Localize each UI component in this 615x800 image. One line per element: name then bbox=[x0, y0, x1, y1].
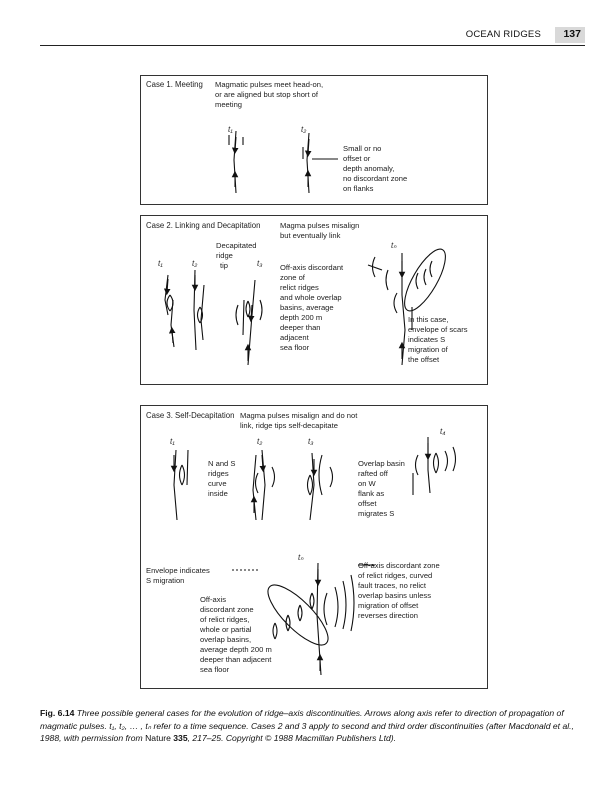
page-number: 137 bbox=[555, 27, 585, 43]
case3-offaxis-left-line: overlap basins, bbox=[200, 635, 252, 644]
caption-journal: Nature bbox=[145, 733, 171, 743]
case2-offaxis-line: Off-axis discordant bbox=[280, 263, 344, 272]
case3-ns-line: inside bbox=[208, 489, 228, 498]
case2-decap-line: ridge bbox=[216, 251, 233, 260]
case3-ns-line: ridges bbox=[208, 469, 229, 478]
case2-envelope-line: indicates S bbox=[408, 335, 446, 344]
case3-offaxis-left-line: of relict ridges, bbox=[200, 615, 250, 624]
case2-ridge-t2 bbox=[194, 270, 204, 350]
case2-offaxis-line: and whole overlap bbox=[280, 293, 342, 302]
case2-t3-label: t₃ bbox=[257, 259, 263, 268]
case3-ns-line: curve bbox=[208, 479, 227, 488]
case3-t1-label: t₁ bbox=[170, 437, 175, 446]
case3-offaxis-right-line: Off-axis discordant zone bbox=[358, 561, 440, 570]
case3-desc-line: Magma pulses misalign and do not bbox=[240, 411, 358, 420]
page-header bbox=[40, 27, 585, 46]
case1-title: Case 1. Meeting bbox=[146, 80, 203, 89]
running-title: OCEAN RIDGES bbox=[465, 29, 541, 40]
case1-desc-line: or are aligned but stop short of bbox=[215, 90, 319, 99]
case3-offaxis-right-line: reverses direction bbox=[358, 611, 418, 620]
case3-ridge-t4 bbox=[413, 437, 456, 495]
case2-t2-label: t₂ bbox=[192, 259, 198, 268]
case3-offaxis-right-line: migration of offset bbox=[358, 601, 419, 610]
figure-6-14 bbox=[140, 75, 488, 687]
caption-text: Three possible general cases for the evolution of ridge–axis discontinuities. Arrows along axis refer to direction of propagation of magmatic pulses. t₁, t₂, … , tₙ refer to a time sequence. Cases 2 and 3 apply to second and third order discontinuities (after Macdonald et al., 1988, with permission from bbox=[40, 708, 574, 743]
case1-t1-label: t₁ bbox=[228, 125, 233, 134]
case3-overlap-line: rafted off bbox=[358, 469, 388, 478]
case2-ridge-t1 bbox=[165, 275, 174, 347]
case3-desc-line: link, ridge tips self-decapitate bbox=[240, 421, 338, 430]
case2-ridge-t3 bbox=[236, 280, 262, 365]
case2-decap-line: Decapitated bbox=[216, 241, 257, 250]
case3-offaxis-right-line: fault traces, no relict bbox=[358, 581, 426, 590]
case3-ridge-t3 bbox=[308, 453, 333, 520]
case2-envelope-line: envelope of scars bbox=[408, 325, 468, 334]
case3-overlap-line: offset bbox=[358, 499, 377, 508]
case3-ridge-t2 bbox=[253, 450, 275, 520]
caption-text-end: , 217–25. Copyright © 1988 Macmillan Publishers Ltd). bbox=[187, 733, 397, 743]
case3-overlap-line: flank as bbox=[358, 489, 385, 498]
case2-offaxis-line: adjacent bbox=[280, 333, 309, 342]
case2-title: Case 2. Linking and Decapitation bbox=[146, 221, 261, 230]
case3-offaxis-right-line: overlap basins unless bbox=[358, 591, 432, 600]
case3-envelope-line: S migration bbox=[146, 576, 185, 585]
case1-ridge-t2 bbox=[303, 133, 338, 193]
case1-desc-line: Magmatic pulses meet head-on, bbox=[215, 80, 324, 89]
case2-tn-label: tₙ bbox=[391, 241, 397, 250]
case3-offaxis-left-line: whole or partial bbox=[200, 625, 252, 634]
case3-t2-label: t₂ bbox=[257, 437, 263, 446]
case2-envelope-line: the offset bbox=[408, 355, 440, 364]
case3-t3-label: t₃ bbox=[308, 437, 314, 446]
case2-desc-line: but eventually link bbox=[280, 231, 341, 240]
case1-note-line: depth anomaly, bbox=[343, 164, 395, 173]
case3-offaxis-left-line: Off-axis bbox=[200, 595, 227, 604]
case3-overlap-line: Overlap basin bbox=[358, 459, 405, 468]
case3-ns-line: N and S bbox=[208, 459, 236, 468]
case3-overlap-line: on W bbox=[358, 479, 376, 488]
case2-offaxis-line: relict ridges bbox=[280, 283, 319, 292]
case2-envelope-line: migration of bbox=[408, 345, 448, 354]
case2-decap-line: tip bbox=[220, 261, 229, 270]
case1-note-line: no discordant zone bbox=[343, 174, 408, 183]
case3-ridge-t1 bbox=[174, 450, 188, 520]
case3-tn-label: tₙ bbox=[298, 553, 304, 562]
case3-offaxis-left-line: average depth 200 m bbox=[200, 645, 272, 654]
case1-ridge-t1 bbox=[229, 131, 243, 193]
case1-t2-label: t₂ bbox=[301, 125, 307, 134]
case3-envelope-line: Envelope indicates bbox=[146, 566, 210, 575]
figure-caption bbox=[40, 707, 585, 745]
figure-drawings bbox=[140, 75, 488, 687]
case2-offaxis-line: depth 200 m bbox=[280, 313, 323, 322]
case1-desc-line: meeting bbox=[215, 100, 243, 109]
case2-offaxis-line: sea floor bbox=[280, 343, 310, 352]
case3-title: Case 3. Self-Decapitation bbox=[146, 411, 235, 420]
case3-offaxis-left-line: sea floor bbox=[200, 665, 230, 674]
case2-t1-label: t₁ bbox=[158, 259, 163, 268]
case3-t4-label: t₄ bbox=[440, 427, 446, 436]
case3-offaxis-left-line: deeper than adjacent bbox=[200, 655, 272, 664]
case1-note-line: on flanks bbox=[343, 184, 374, 193]
case2-desc-line: Magma pulses misalign bbox=[280, 221, 360, 230]
case3-offaxis-right-line: of relict ridges, curved bbox=[358, 571, 433, 580]
case2-envelope-line: In this case, bbox=[408, 315, 449, 324]
case2-offaxis-line: basins, average bbox=[280, 303, 334, 312]
case2-offaxis-line: zone of bbox=[280, 273, 305, 282]
case1-note-line: Small or no bbox=[343, 144, 382, 153]
case2-offaxis-line: deeper than bbox=[280, 323, 321, 332]
caption-volume: 335 bbox=[173, 733, 188, 743]
case3-offaxis-left-line: discordant zone bbox=[200, 605, 254, 614]
case3-overlap-line: migrates S bbox=[358, 509, 395, 518]
caption-label: Fig. 6.14 bbox=[40, 708, 75, 718]
case1-note-line: offset or bbox=[343, 154, 371, 163]
